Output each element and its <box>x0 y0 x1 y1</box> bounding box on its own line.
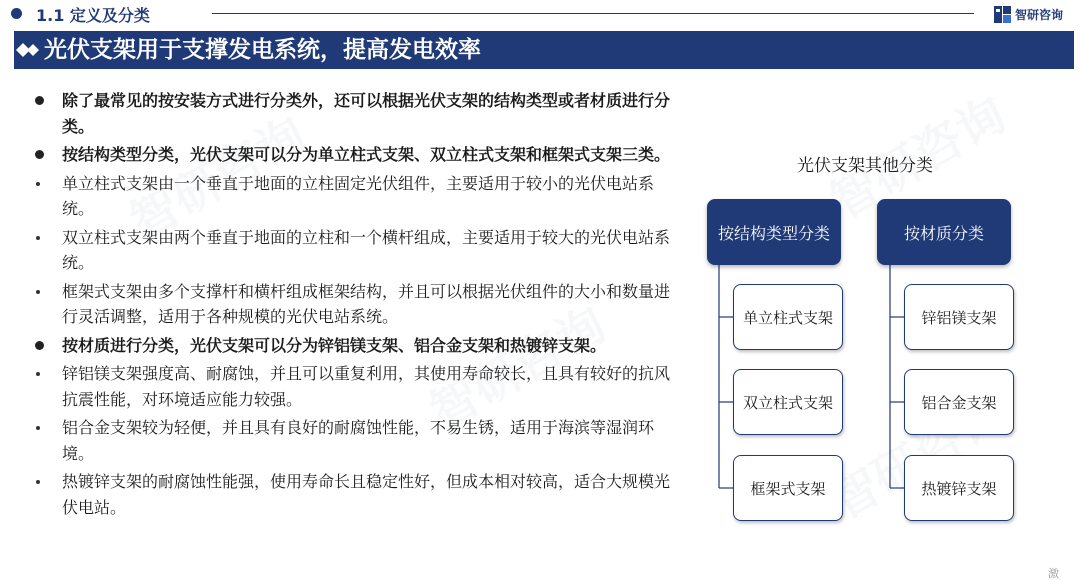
corner-text: 激 <box>1048 567 1059 580</box>
section-title: 1.1 定义及分类 <box>36 6 150 25</box>
header-divider <box>212 13 974 14</box>
structure-item-label: 单立柱式支架 <box>742 308 833 327</box>
bullet-text: 热镀锌支架的耐腐蚀性能强，使用寿命长且稳定性好，但成本相对较高，适合大规模光伏电站。 <box>62 472 671 517</box>
structure-item-box <box>733 284 843 350</box>
bullet-text: 框架式支架由多个支撑杆和横杆组成框架结构，并且可以根据光伏组件的大小和数量进行灵活调整，适用于各种规模的光伏电站系统。 <box>62 281 671 326</box>
section-dot-icon <box>11 8 22 19</box>
structure-item-box <box>733 455 843 521</box>
material-item-box <box>904 455 1014 521</box>
structure-category-label: 按结构类型分类 <box>717 223 830 243</box>
bullet-dot-icon <box>34 279 54 304</box>
bullet-dot-icon <box>34 333 54 358</box>
bullet-dot-icon <box>34 88 54 113</box>
banner-title: 光伏支架用于支撑发电系统，提高发电效率 <box>44 37 481 63</box>
bullet-dot-icon <box>34 415 54 440</box>
bullet-text: 铝合金支架较为轻便，并且具有良好的耐腐蚀性能，不易生锈，适用于海滨等湿润环境。 <box>62 418 655 463</box>
bullet-dot-icon <box>34 361 54 386</box>
bullet-item <box>34 88 674 139</box>
bullet-item <box>34 333 674 359</box>
bullet-text: 锌铝镁支架强度高、耐腐蚀，并且可以重复利用，其使用寿命较长，且具有较好的抗风抗震性能，对环境适应能力较强。 <box>62 364 671 409</box>
material-item-label: 热镀锌支架 <box>921 479 997 498</box>
material-category-label: 按材质分类 <box>903 223 984 243</box>
bullet-item <box>34 415 674 466</box>
material-item-label: 铝合金支架 <box>921 393 997 412</box>
bullet-dot-icon <box>34 469 54 494</box>
title-banner <box>14 31 1074 69</box>
bullet-text: 除了最常见的按安装方式进行分类外，还可以根据光伏支架的结构类型或者材质进行分类。 <box>62 91 671 136</box>
bullet-item <box>34 279 674 330</box>
top-header <box>0 0 1080 30</box>
brand-logo-icon <box>994 6 1011 23</box>
bullet-item <box>34 171 674 222</box>
bullet-dot-icon <box>34 225 54 250</box>
bullet-item <box>34 142 674 168</box>
structure-category-box <box>707 199 841 265</box>
structure-item-label: 双立柱式支架 <box>742 393 833 412</box>
diagram-title: 光伏支架其他分类 <box>797 156 933 176</box>
bullet-dot-icon <box>34 142 54 167</box>
bullet-item <box>34 469 674 520</box>
bullet-text: 双立柱式支架由两个垂直于地面的立柱和一个横杆组成，主要适用于较大的光伏电站系统。 <box>62 227 671 272</box>
material-category-box <box>877 199 1011 265</box>
structure-item-label: 框架式支架 <box>750 479 826 498</box>
brand-name: 智研咨询 <box>1015 7 1064 22</box>
material-item-label: 锌铝镁支架 <box>921 308 997 327</box>
bullet-dot-icon <box>34 171 54 196</box>
material-item-box <box>904 369 1014 435</box>
bullet-list <box>34 88 674 520</box>
bullet-item <box>34 361 674 412</box>
material-item-box <box>904 284 1014 350</box>
double-diamond-icon <box>16 42 44 58</box>
bullet-item <box>34 225 674 276</box>
structure-item-box <box>733 369 843 435</box>
bullet-text: 按材质进行分类，光伏支架可以分为锌铝镁支架、铝合金支架和热镀锌支架。 <box>62 335 607 355</box>
bullet-text: 按结构类型分类，光伏支架可以分为单立柱式支架、双立柱式支架和框架式支架三类。 <box>62 145 671 164</box>
bullet-text: 单立柱式支架由一个垂直于地面的立柱固定光伏组件，主要适用于较小的光伏电站系统。 <box>62 173 655 218</box>
brand <box>994 4 1063 24</box>
